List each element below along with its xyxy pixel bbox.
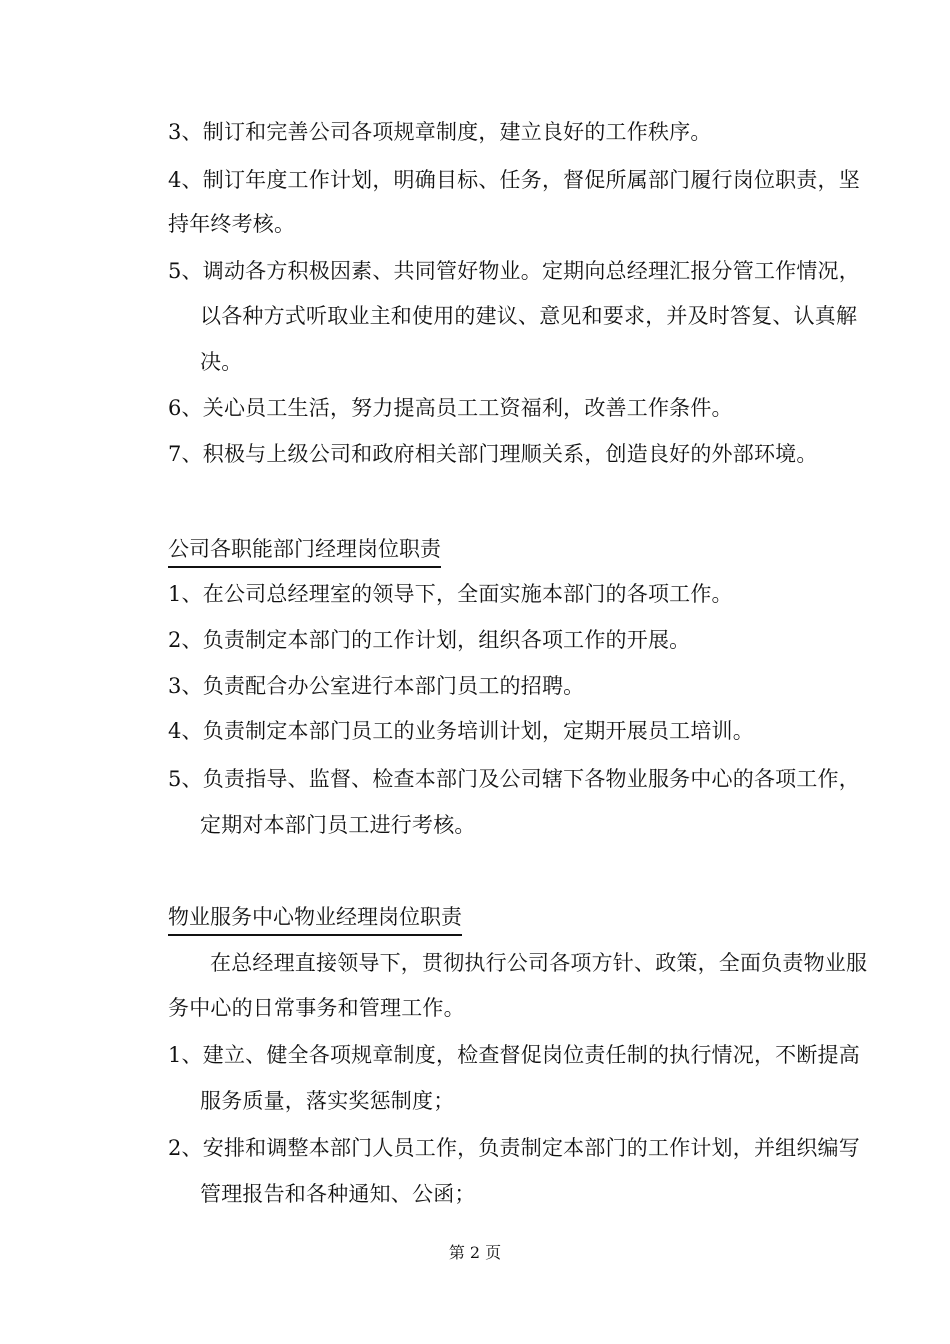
list-item-continuation: 决。 (200, 350, 243, 374)
list-item: 4、制订年度工作计划，明确目标、任务，督促所属部门履行岗位职责，坚 (168, 168, 860, 192)
list-item: 4、负责制定本部门员工的业务培训计划，定期开展员工培训。 (168, 719, 754, 743)
list-item: 5、负责指导、监督、检查本部门及公司辖下各物业服务中心的各项工作， (168, 767, 860, 791)
page-number: 第 2 页 (448, 1243, 502, 1262)
section-title: 物业服务中心物业经理岗位职责 (168, 904, 462, 936)
list-item: 2、安排和调整本部门人员工作，负责制定本部门的工作计划，并组织编写 (168, 1136, 860, 1160)
list-item: 5、调动各方积极因素、共同管好物业。定期向总经理汇报分管工作情况， (168, 259, 860, 283)
list-item: 2、负责制定本部门的工作计划，组织各项工作的开展。 (168, 628, 691, 652)
section-title: 公司各职能部门经理岗位职责 (168, 536, 441, 568)
list-item: 3、负责配合办公室进行本部门员工的招聘。 (168, 674, 585, 698)
list-item: 1、建立、健全各项规章制度，检查督促岗位责任制的执行情况，不断提高 (168, 1043, 860, 1067)
list-item: 3、制订和完善公司各项规章制度，建立良好的工作秩序。 (168, 120, 712, 144)
list-item: 1、在公司总经理室的领导下，全面实施本部门的各项工作。 (168, 582, 733, 606)
list-item-continuation: 以各种方式听取业主和使用的建议、意见和要求，并及时答复、认真解 (200, 304, 858, 328)
list-item-continuation: 服务质量，落实奖惩制度； (200, 1089, 455, 1113)
list-item-continuation: 持年终考核。 (168, 212, 296, 236)
paragraph-line: 务中心的日常事务和管理工作。 (168, 996, 465, 1020)
list-item: 6、关心员工生活，努力提高员工工资福利，改善工作条件。 (168, 396, 733, 420)
list-item-continuation: 管理报告和各种通知、公函； (200, 1182, 476, 1206)
list-item: 7、积极与上级公司和政府相关部门理顺关系，创造良好的外部环境。 (168, 442, 818, 466)
paragraph-line: 在总经理直接领导下，贯彻执行公司各项方针、政策，全面负责物业服 (210, 951, 868, 975)
list-item-continuation: 定期对本部门员工进行考核。 (200, 813, 476, 837)
